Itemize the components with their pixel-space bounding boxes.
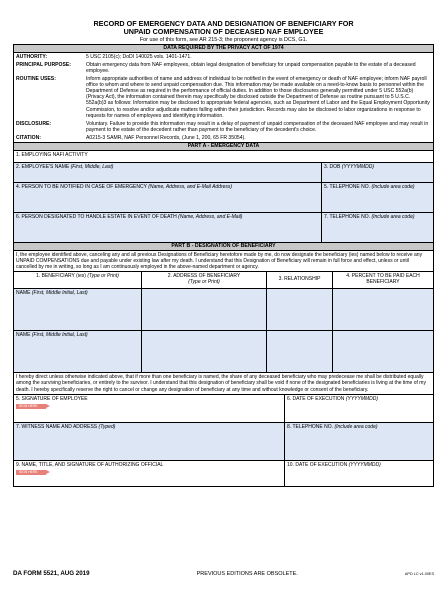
field-label: 1. EMPLOYING NAFI ACTIVITY	[16, 152, 88, 159]
form-footer	[13, 570, 434, 577]
field-hint: (First, Middle Initial, Last)	[31, 290, 88, 297]
field-hint: (Include area code)	[371, 184, 415, 191]
privacy-row-authority	[14, 53, 433, 61]
relationship-col-header: 3. RELATIONSHIP	[267, 272, 333, 288]
beneficiary-address-field[interactable]	[142, 331, 267, 372]
field-hint: (Include area code)	[334, 423, 378, 430]
privacy-section	[14, 53, 433, 143]
col-label: 2. ADDRESS OF BENEFICIARY	[167, 273, 241, 280]
privacy-label: DISCLOSURE:	[16, 120, 52, 127]
field-label: 6. DATE OF EXECUTION	[287, 395, 345, 402]
dob-field[interactable]	[322, 163, 433, 182]
beneficiary-relationship-field[interactable]	[267, 331, 333, 372]
form-page	[13, 20, 434, 487]
field-hint: (Name, Address, and E-Mail Address)	[148, 184, 233, 191]
field-label: 4. PERSON TO BE NOTIFIED IN CASE OF EMERGENCY	[16, 184, 147, 191]
field-label: 7. WITNESS NAME AND ADDRESS	[16, 423, 98, 430]
privacy-header: DATA REQUIRED BY THE PRIVACY ACT OF 1974	[14, 45, 433, 53]
official-row	[14, 461, 433, 487]
percent-col-header: 4. PERCENT TO BE PAID EACH BENEFICIARY	[346, 273, 420, 286]
field-6-7-row	[14, 213, 433, 243]
col-label: 1. BENEFICIARY (ies)	[36, 273, 86, 280]
form-number: DA FORM 5521, AUG 2019	[13, 570, 90, 577]
beneficiary-col-header	[14, 272, 142, 288]
field-label: 9. NAME, TITLE, AND SIGNATURE OF AUTHORIZING OFFICIAL	[16, 461, 164, 468]
privacy-label: AUTHORITY:	[16, 53, 48, 60]
field-label: 7. TELEPHONE NO.	[324, 214, 371, 221]
estate-phone-field[interactable]	[322, 213, 433, 242]
version-label: APD LC v1.00ES	[404, 572, 434, 576]
field-label: 5. SIGNATURE OF EMPLOYEE	[16, 395, 88, 402]
privacy-text: 5 USC 2105(c); DoDI 140025 vols. 1401-1471.	[86, 53, 192, 60]
part-a-header: PART A - EMERGENCY DATA	[14, 143, 433, 151]
field-hint: (First, Middle Initial, Last)	[31, 332, 88, 339]
part-b-header: PART B - DESIGNATION OF BENEFICIARY	[14, 243, 433, 251]
title-line-1: RECORD OF EMERGENCY DATA AND DESIGNATION OF BENEFICIARY FOR	[93, 19, 354, 28]
form-title	[13, 20, 434, 37]
official-date-field[interactable]	[285, 461, 433, 486]
field-label: 5. TELEPHONE NO.	[324, 184, 371, 191]
beneficiary-percent-field[interactable]	[333, 289, 433, 330]
beneficiary-name-field[interactable]	[14, 331, 142, 372]
beneficiary-header-row	[14, 272, 433, 289]
privacy-text: A0215-3 SAMR, NAF Personnel Records, (June 1, 200, 65 FR 35054).	[86, 134, 246, 141]
employee-date-field[interactable]	[285, 395, 433, 422]
witness-phone-field[interactable]	[285, 423, 433, 460]
field-4-5-row	[14, 183, 433, 213]
field-label: 2. EMPLOYEE'S NAME	[16, 164, 70, 171]
col-hint: (Type or Print)	[87, 273, 119, 280]
privacy-row-disclosure	[14, 120, 433, 134]
emergency-phone-field[interactable]	[322, 183, 433, 212]
certification-statement: I hereby direct unless otherwise indicated above, that if more than one beneficiary is named, the share of any deceased beneficiary who may predecease me shall be distributed equally among the surviving beneficiaries, or entirely to the survivor. I understand that this designation of beneficiary shall be void if none of the designated beneficiaries is living at the time of my death. I hereby specifically reserve the right to cancel or change any designation of beneficiary at any time and without knowledge or consent of the beneficiary.	[14, 373, 433, 394]
field-hint: (YYYYMMDD)	[341, 164, 375, 171]
privacy-row-citation	[14, 134, 433, 142]
witness-row	[14, 423, 433, 461]
field-hint: (Name, Address, and E-Mail)	[178, 214, 243, 221]
field-label: 6. PERSON DESIGNATED TO HANDLE ESTATE IN EVENT OF DEATH	[16, 214, 177, 221]
field-label: 3. DOB	[324, 164, 341, 171]
beneficiary-row-2	[14, 331, 433, 373]
field-label: NAME	[16, 332, 31, 339]
beneficiary-percent-field[interactable]	[333, 331, 433, 372]
estate-handler-field[interactable]	[14, 213, 322, 242]
field-label: 10. DATE OF EXECUTION	[287, 461, 348, 468]
designation-statement: I, the employee identified above, canceling any and all previous Designations of Beneficiary heretofore made by me, do now designate the beneficiary (ies) named below to receive any UNPAID COMPENSATIONS due and payable under existing law after my death. I understand that this Designation of Beneficiary will remain in full force and effect, unless or until cancelled by me in writing, so long as I am continuously employed in the above-named department or agency.	[14, 251, 433, 272]
privacy-text: Obtain emergency data from NAF employees, obtain legal designation of beneficiary for unpaid compensation payable to the estate of a deceased employee.	[86, 61, 416, 74]
official-signature-field[interactable]	[14, 461, 285, 486]
beneficiary-row-1	[14, 289, 433, 331]
witness-name-field[interactable]	[14, 423, 285, 460]
privacy-row-routine-uses	[14, 75, 433, 120]
privacy-text: Inform appropriate authorities of name and address of individual to be notified in the event of emergency or death of NAF employee; inform NAF payroll office to whom and where to send unpaid compensation due. This information may be made available on a need-to-know basis to personnel within the Department of Defense as required in the performance of official duties. In addition to those disclosures generally permitted under 5 USC 552a(b) (Privacy Act), the information contained therein may specifically be disclosed outside the Department of Defense as routine pursuant to 5 U.S.C. 552a(b)3 as follows: Information may be disclosed to appropriate federal agencies, such as Department of Labor and the Equal Employment Opportunity Commission, to resolve and/or adjudicate matters falling within their jurisdiction. Records may also be disclosed to labor organizations in response to requests for names of employees and identifying information.	[86, 76, 430, 119]
signature-row-employee	[14, 395, 433, 423]
employing-activity-field[interactable]	[14, 151, 433, 162]
field-label: NAME	[16, 290, 31, 297]
privacy-label: CITATION:	[16, 134, 41, 141]
employee-name-field[interactable]	[14, 163, 322, 182]
address-col-header	[142, 272, 267, 288]
field-1-row	[14, 151, 433, 163]
privacy-label: PRINCIPAL PURPOSE:	[16, 61, 72, 68]
form-body	[13, 44, 434, 487]
field-label: 8. TELEPHONE NO.	[287, 423, 334, 430]
col-hint: (Type or Print)	[188, 279, 220, 286]
title-line-2: UNPAID COMPENSATION OF DECEASED NAF EMPLOYEE	[123, 27, 324, 37]
privacy-row-purpose	[14, 61, 433, 75]
field-hint: (Typed)	[98, 423, 116, 430]
field-hint: (First, Middle, Last)	[70, 164, 114, 171]
field-hint: (YYYYMMDD)	[345, 395, 379, 402]
form-subtitle: For use of this form, see AR 215-3; the proponent agency is DCS, G1.	[139, 36, 308, 43]
emergency-contact-field[interactable]	[14, 183, 322, 212]
field-2-3-row	[14, 163, 433, 183]
privacy-text: Voluntary. Failure to provide this information may result in a delay of payment of unpaid compensation of the deceased NAF employee and may result in payment to the estate of the decedent rather than payment to the beneficiary of the decedent's choice.	[86, 120, 429, 133]
employee-signature-field[interactable]	[14, 395, 285, 422]
previous-editions-note: PREVIOUS EDITIONS ARE OBSOLETE.	[196, 571, 298, 577]
field-hint: (YYYYMMDD)	[348, 461, 381, 468]
privacy-label: ROUTINE USES:	[16, 76, 56, 83]
beneficiary-name-field[interactable]	[14, 289, 142, 330]
beneficiary-address-field[interactable]	[142, 289, 267, 330]
sign-here-tag: SIGN HERE	[16, 470, 46, 475]
field-hint: (Include area code)	[371, 214, 415, 221]
sign-here-tag: SIGN HERE	[16, 404, 46, 409]
beneficiary-relationship-field[interactable]	[267, 289, 333, 330]
